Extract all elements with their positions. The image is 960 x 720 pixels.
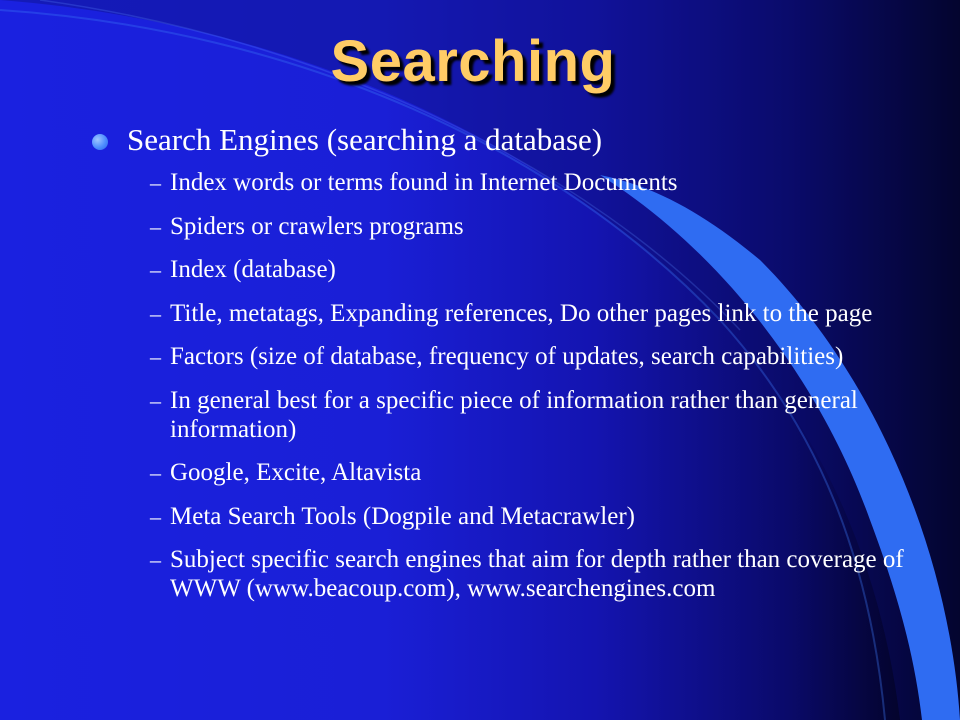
sub-bullet-text: Google, Excite, Altavista bbox=[170, 459, 422, 486]
sub-bullet-text: Index words or terms found in Internet Documents bbox=[170, 169, 678, 196]
dash-icon: – bbox=[150, 170, 161, 195]
sub-bullet-item bbox=[150, 168, 910, 197]
sub-bullet-text: Factors (size of database, frequency of updates, search capabilities) bbox=[170, 343, 844, 370]
dash-icon: – bbox=[150, 213, 161, 239]
dash-icon: – bbox=[150, 387, 161, 413]
dash-icon: – bbox=[150, 460, 161, 485]
sub-bullet-text: Title, metatags, Expanding references, Do other pages link to the page bbox=[170, 299, 873, 327]
main-bullet-text: Search Engines (searching a database) bbox=[127, 122, 603, 157]
sub-bullet-text: Meta Search Tools (Dogpile and Metacrawler) bbox=[170, 502, 635, 530]
dash-icon: – bbox=[150, 344, 161, 369]
sub-bullet-item bbox=[150, 255, 910, 284]
sub-bullet-item bbox=[150, 458, 910, 487]
sub-bullet-item bbox=[150, 212, 910, 241]
sub-bullet-text: Spiders or crawlers programs bbox=[170, 212, 464, 240]
dash-icon: – bbox=[150, 257, 161, 282]
dash-icon: – bbox=[150, 547, 161, 572]
dash-icon: – bbox=[150, 300, 161, 326]
dash-icon: – bbox=[150, 503, 161, 529]
sub-bullet-text: Index (database) bbox=[170, 256, 336, 283]
sub-bullet-item bbox=[150, 502, 910, 531]
sub-bullet-item bbox=[150, 386, 910, 444]
sub-bullet-text: Subject specific search engines that aim for depth rather than coverage of WWW (www.beacoup.com), www.searchengines.com bbox=[170, 546, 904, 602]
bullet-dot-icon bbox=[92, 134, 108, 150]
sub-bullet-item bbox=[150, 545, 910, 603]
main-bullet bbox=[95, 122, 915, 158]
sub-bullet-item bbox=[150, 342, 910, 371]
slide-title: Searching bbox=[330, 29, 616, 94]
sub-bullet-list bbox=[150, 168, 910, 618]
sub-bullet-text: In general best for a specific piece of information rather than general information) bbox=[170, 386, 858, 443]
sub-bullet-item bbox=[150, 299, 910, 328]
